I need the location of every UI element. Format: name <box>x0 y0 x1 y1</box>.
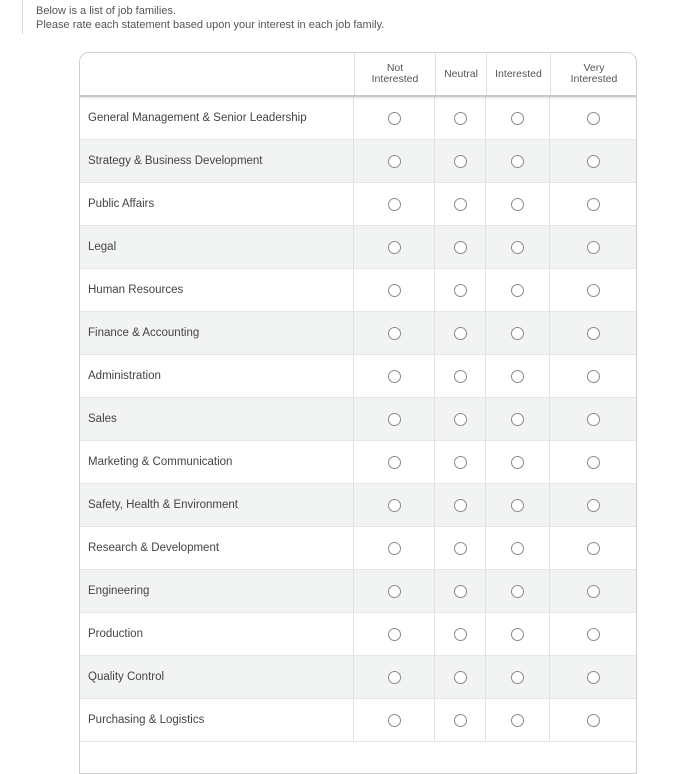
rating-cell-interested <box>486 398 550 440</box>
rating-cell-neutral <box>435 527 486 569</box>
rating-cell-very-interested <box>550 484 636 526</box>
rating-cell-very-interested <box>550 355 636 397</box>
radio-not-interested[interactable] <box>388 370 401 383</box>
radio-very-interested[interactable] <box>587 241 600 254</box>
matrix-row <box>80 226 636 269</box>
radio-very-interested[interactable] <box>587 542 600 555</box>
rating-cell-very-interested <box>550 398 636 440</box>
matrix-row <box>80 355 636 398</box>
radio-interested[interactable] <box>511 499 524 512</box>
column-header-very-interested <box>551 53 637 95</box>
radio-not-interested[interactable] <box>388 112 401 125</box>
rating-cell-interested <box>486 484 550 526</box>
column-header-line: Interested <box>371 73 419 85</box>
rating-cell-interested <box>486 140 550 182</box>
rating-cell-not-interested <box>354 355 435 397</box>
matrix-row <box>80 140 636 183</box>
rating-cell-interested <box>486 699 550 741</box>
rating-cell-very-interested <box>550 699 636 741</box>
radio-very-interested[interactable] <box>587 628 600 641</box>
rating-cell-not-interested <box>354 527 435 569</box>
radio-not-interested[interactable] <box>388 284 401 297</box>
radio-interested[interactable] <box>511 241 524 254</box>
rating-cell-not-interested <box>354 312 435 354</box>
radio-interested[interactable] <box>511 714 524 727</box>
rating-cell-interested <box>486 527 550 569</box>
radio-not-interested[interactable] <box>388 542 401 555</box>
row-statement-label: Administration <box>80 355 354 397</box>
row-statement-label: Finance & Accounting <box>80 312 354 354</box>
matrix-row <box>80 269 636 312</box>
matrix-rows <box>80 97 636 742</box>
rating-cell-not-interested <box>354 484 435 526</box>
rating-cell-interested <box>486 570 550 612</box>
radio-very-interested[interactable] <box>587 370 600 383</box>
radio-interested[interactable] <box>511 198 524 211</box>
rating-cell-neutral <box>435 699 486 741</box>
rating-cell-neutral <box>435 398 486 440</box>
radio-not-interested[interactable] <box>388 413 401 426</box>
rating-cell-very-interested <box>550 570 636 612</box>
row-statement-label: Research & Development <box>80 527 354 569</box>
radio-very-interested[interactable] <box>587 284 600 297</box>
instructions <box>36 4 384 32</box>
rating-cell-neutral <box>435 312 486 354</box>
radio-neutral[interactable] <box>454 585 467 598</box>
column-header-line: Neutral <box>444 67 478 80</box>
rating-cell-neutral <box>435 226 486 268</box>
rating-cell-interested <box>486 97 550 139</box>
radio-interested[interactable] <box>511 542 524 555</box>
column-header-line: Not <box>386 62 404 74</box>
column-header-neutral <box>436 53 487 95</box>
rating-cell-neutral <box>435 656 486 698</box>
row-statement-label: Purchasing & Logistics <box>80 699 354 741</box>
rating-cell-very-interested <box>550 441 636 483</box>
radio-neutral[interactable] <box>454 542 467 555</box>
rating-cell-interested <box>486 269 550 311</box>
radio-not-interested[interactable] <box>388 327 401 340</box>
rating-cell-not-interested <box>354 441 435 483</box>
radio-not-interested[interactable] <box>388 456 401 469</box>
column-header-line: Interested <box>570 73 618 85</box>
radio-very-interested[interactable] <box>587 585 600 598</box>
rating-cell-very-interested <box>550 613 636 655</box>
radio-very-interested[interactable] <box>587 198 600 211</box>
rating-cell-not-interested <box>354 656 435 698</box>
matrix-row <box>80 398 636 441</box>
column-header-line: Interested <box>495 67 542 80</box>
rating-cell-not-interested <box>354 398 435 440</box>
row-statement-label: Production <box>80 613 354 655</box>
radio-interested[interactable] <box>511 585 524 598</box>
rating-cell-not-interested <box>354 613 435 655</box>
radio-not-interested[interactable] <box>388 714 401 727</box>
matrix-row <box>80 312 636 355</box>
left-border-rule <box>22 0 23 34</box>
radio-interested[interactable] <box>511 112 524 125</box>
radio-not-interested[interactable] <box>388 241 401 254</box>
column-header-not-interested <box>355 53 436 95</box>
row-statement-label: Legal <box>80 226 354 268</box>
column-header-line: Very <box>583 62 605 74</box>
rating-cell-not-interested <box>354 570 435 612</box>
radio-very-interested[interactable] <box>587 112 600 125</box>
row-statement-label: Sales <box>80 398 354 440</box>
rating-cell-not-interested <box>354 183 435 225</box>
rating-cell-neutral <box>435 355 486 397</box>
instructions-line-2: Please rate each statement based upon your interest in each job family. <box>36 19 385 31</box>
radio-neutral[interactable] <box>454 628 467 641</box>
rating-cell-interested <box>486 613 550 655</box>
radio-very-interested[interactable] <box>587 456 600 469</box>
rating-cell-not-interested <box>354 269 435 311</box>
rating-cell-very-interested <box>550 97 636 139</box>
rating-cell-very-interested <box>550 312 636 354</box>
radio-very-interested[interactable] <box>587 155 600 168</box>
radio-not-interested[interactable] <box>388 585 401 598</box>
radio-neutral[interactable] <box>454 112 467 125</box>
rating-cell-very-interested <box>550 140 636 182</box>
matrix-row <box>80 97 636 140</box>
radio-very-interested[interactable] <box>587 714 600 727</box>
radio-neutral[interactable] <box>454 327 467 340</box>
radio-neutral[interactable] <box>454 198 467 211</box>
rating-cell-interested <box>486 656 550 698</box>
row-statement-label: Safety, Health & Environment <box>80 484 354 526</box>
matrix-header <box>80 53 636 97</box>
rating-cell-very-interested <box>550 269 636 311</box>
matrix-row <box>80 570 636 613</box>
radio-neutral[interactable] <box>454 456 467 469</box>
rating-cell-very-interested <box>550 183 636 225</box>
radio-interested[interactable] <box>511 284 524 297</box>
instructions-line-1: Below is a list of job families. <box>36 5 176 17</box>
radio-interested[interactable] <box>511 671 524 684</box>
rating-cell-interested <box>486 183 550 225</box>
radio-not-interested[interactable] <box>388 198 401 211</box>
rating-cell-very-interested <box>550 527 636 569</box>
row-statement-label: Engineering <box>80 570 354 612</box>
radio-not-interested[interactable] <box>388 628 401 641</box>
radio-neutral[interactable] <box>454 499 467 512</box>
radio-very-interested[interactable] <box>587 413 600 426</box>
radio-neutral[interactable] <box>454 155 467 168</box>
radio-very-interested[interactable] <box>587 671 600 684</box>
matrix-row <box>80 527 636 570</box>
rating-cell-interested <box>486 312 550 354</box>
matrix-row <box>80 699 636 742</box>
rating-cell-neutral <box>435 97 486 139</box>
row-statement-label: Human Resources <box>80 269 354 311</box>
radio-neutral[interactable] <box>454 714 467 727</box>
radio-neutral[interactable] <box>454 241 467 254</box>
rating-cell-neutral <box>435 441 486 483</box>
radio-not-interested[interactable] <box>388 499 401 512</box>
matrix-row <box>80 484 636 527</box>
rating-cell-neutral <box>435 269 486 311</box>
radio-interested[interactable] <box>511 155 524 168</box>
rating-cell-not-interested <box>354 97 435 139</box>
matrix-row <box>80 656 636 699</box>
rating-cell-neutral <box>435 183 486 225</box>
matrix-row <box>80 183 636 226</box>
radio-neutral[interactable] <box>454 413 467 426</box>
radio-not-interested[interactable] <box>388 671 401 684</box>
radio-neutral[interactable] <box>454 284 467 297</box>
rating-cell-interested <box>486 441 550 483</box>
radio-interested[interactable] <box>511 370 524 383</box>
row-statement-label: General Management & Senior Leadership <box>80 97 354 139</box>
radio-not-interested[interactable] <box>388 155 401 168</box>
radio-neutral[interactable] <box>454 370 467 383</box>
matrix-row <box>80 613 636 656</box>
rating-cell-not-interested <box>354 140 435 182</box>
radio-interested[interactable] <box>511 628 524 641</box>
rating-cell-interested <box>486 355 550 397</box>
radio-neutral[interactable] <box>454 671 467 684</box>
radio-very-interested[interactable] <box>587 327 600 340</box>
rating-cell-very-interested <box>550 226 636 268</box>
rating-cell-not-interested <box>354 699 435 741</box>
matrix-row <box>80 441 636 484</box>
radio-interested[interactable] <box>511 456 524 469</box>
rating-cell-interested <box>486 226 550 268</box>
radio-interested[interactable] <box>511 327 524 340</box>
rating-cell-very-interested <box>550 656 636 698</box>
radio-very-interested[interactable] <box>587 499 600 512</box>
rating-cell-neutral <box>435 140 486 182</box>
row-statement-label: Marketing & Communication <box>80 441 354 483</box>
radio-interested[interactable] <box>511 413 524 426</box>
rating-cell-neutral <box>435 613 486 655</box>
row-statement-label: Quality Control <box>80 656 354 698</box>
rating-cell-neutral <box>435 570 486 612</box>
column-header-interested <box>487 53 551 95</box>
statement-column-header <box>80 53 355 95</box>
rating-matrix <box>79 52 637 774</box>
rating-cell-not-interested <box>354 226 435 268</box>
row-statement-label: Public Affairs <box>80 183 354 225</box>
rating-cell-neutral <box>435 484 486 526</box>
row-statement-label: Strategy & Business Development <box>80 140 354 182</box>
